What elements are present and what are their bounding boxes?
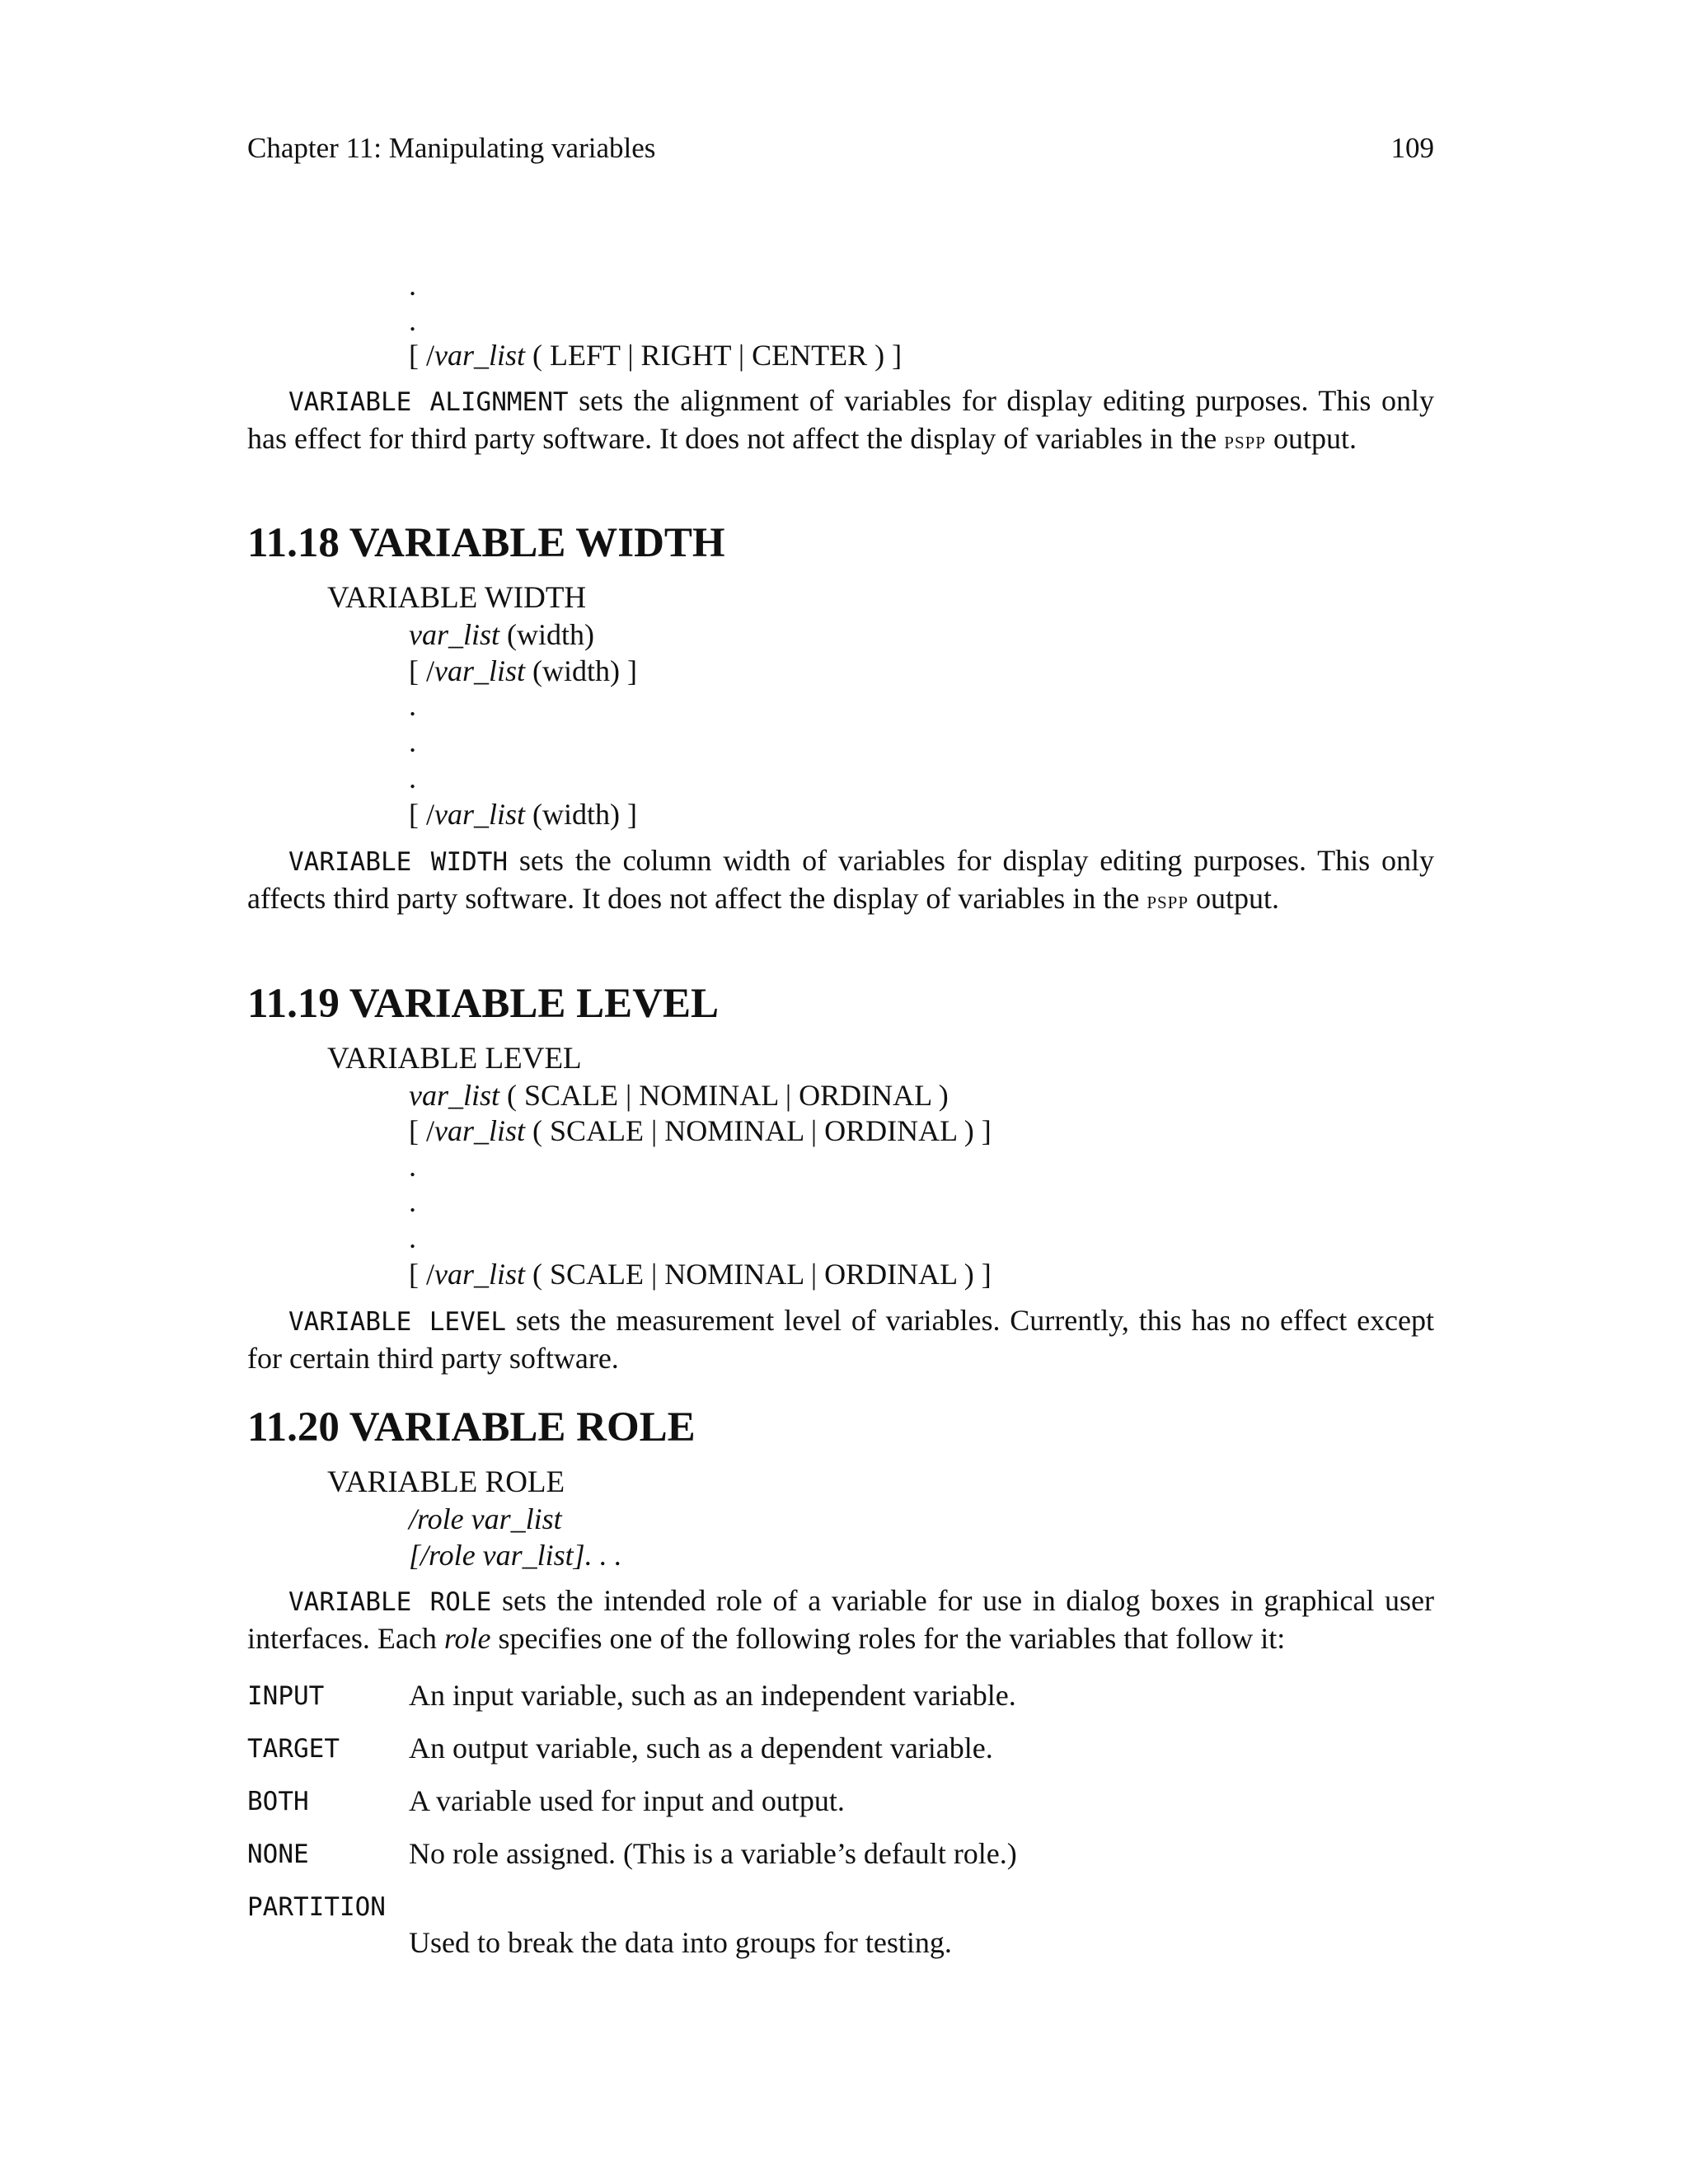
syntax-ellipsis-dot: . [409, 304, 416, 337]
definition-description: An output variable, such as a dependent variable. [409, 1732, 993, 1765]
definition-description: An input variable, such as an independent variable. [409, 1679, 1016, 1712]
syntax-line: [ /var_list ( SCALE | NOMINAL | ORDINAL ) ] [409, 1114, 992, 1147]
page-number: 109 [1390, 132, 1434, 164]
keyword: VARIABLE ROLE [288, 1587, 492, 1617]
syntax-line: var_list (width) [409, 618, 594, 651]
definition-term: PARTITION [247, 1892, 386, 1922]
syntax-ellipsis-dot: . [409, 689, 416, 722]
syntax-line: [ /var_list (width) ] [409, 798, 637, 831]
section-heading: 11.19 VARIABLE LEVEL [247, 981, 720, 1027]
syntax-ellipsis-dot: . [409, 269, 416, 302]
definition-term: TARGET [247, 1734, 340, 1764]
paragraph-level: VARIABLE LEVEL sets the measurement level of variables. Currently, this has no effect except for certain third party software. [247, 1304, 1435, 1375]
syntax-line: [ /var_list (width) ] [409, 654, 637, 687]
syntax-line: var_list ( SCALE | NOMINAL | ORDINAL ) [409, 1079, 949, 1112]
keyword: VARIABLE WIDTH [288, 847, 509, 877]
definition-description: A variable used for input and output. [409, 1784, 845, 1817]
product-name: pspp [1146, 887, 1189, 914]
syntax-line: [ /var_list ( LEFT | RIGHT | CENTER ) ] [409, 339, 903, 372]
syntax-line: [ /var_list ( SCALE | NOMINAL | ORDINAL ) ] [409, 1258, 992, 1291]
definition-description: Used to break the data into groups for testing. [409, 1926, 952, 1959]
product-name: pspp [1224, 427, 1266, 454]
syntax-ellipsis-dot: . [409, 762, 416, 794]
syntax-command: VARIABLE WIDTH [327, 581, 587, 615]
syntax-line: [/role var_list]. . . [409, 1539, 622, 1572]
paragraph-width: VARIABLE WIDTH sets the column width of variables for display editing purposes. This only affects third party software. It does not affect the display of variables in the pspp output. [247, 844, 1434, 915]
definition-term: NONE [247, 1840, 309, 1869]
chapter-title: Chapter 11: Manipulating variables [247, 132, 656, 164]
syntax-command: VARIABLE ROLE [327, 1465, 565, 1499]
definition-description: No role assigned. (This is a variable’s default role.) [409, 1837, 1017, 1870]
syntax-command: VARIABLE LEVEL [327, 1042, 582, 1076]
paragraph-role: VARIABLE ROLE sets the intended role of a variable for use in dialog boxes in graphical user interfaces. Each role specifies one of the following roles for the variables that follow it: [247, 1584, 1434, 1655]
running-header [247, 132, 1434, 165]
paragraph-alignment: VARIABLE ALIGNMENT sets the alignment of variables for display editing purposes. This only has effect for third party software. It does not affect the display of variables in the pspp output. [247, 384, 1434, 455]
keyword: VARIABLE ALIGNMENT [288, 387, 569, 417]
section-heading: 11.20 VARIABLE ROLE [247, 1404, 696, 1451]
keyword: VARIABLE LEVEL [288, 1307, 507, 1337]
syntax-ellipsis-dot: . [409, 725, 416, 758]
syntax-ellipsis-dot: . [409, 1221, 416, 1254]
syntax-line: /role var_list [409, 1502, 562, 1535]
section-heading: 11.18 VARIABLE WIDTH [247, 520, 725, 566]
syntax-ellipsis-dot: . [409, 1185, 416, 1218]
definition-term: INPUT [247, 1681, 325, 1711]
definition-term: BOTH [247, 1787, 309, 1816]
syntax-ellipsis-dot: . [409, 1150, 416, 1183]
